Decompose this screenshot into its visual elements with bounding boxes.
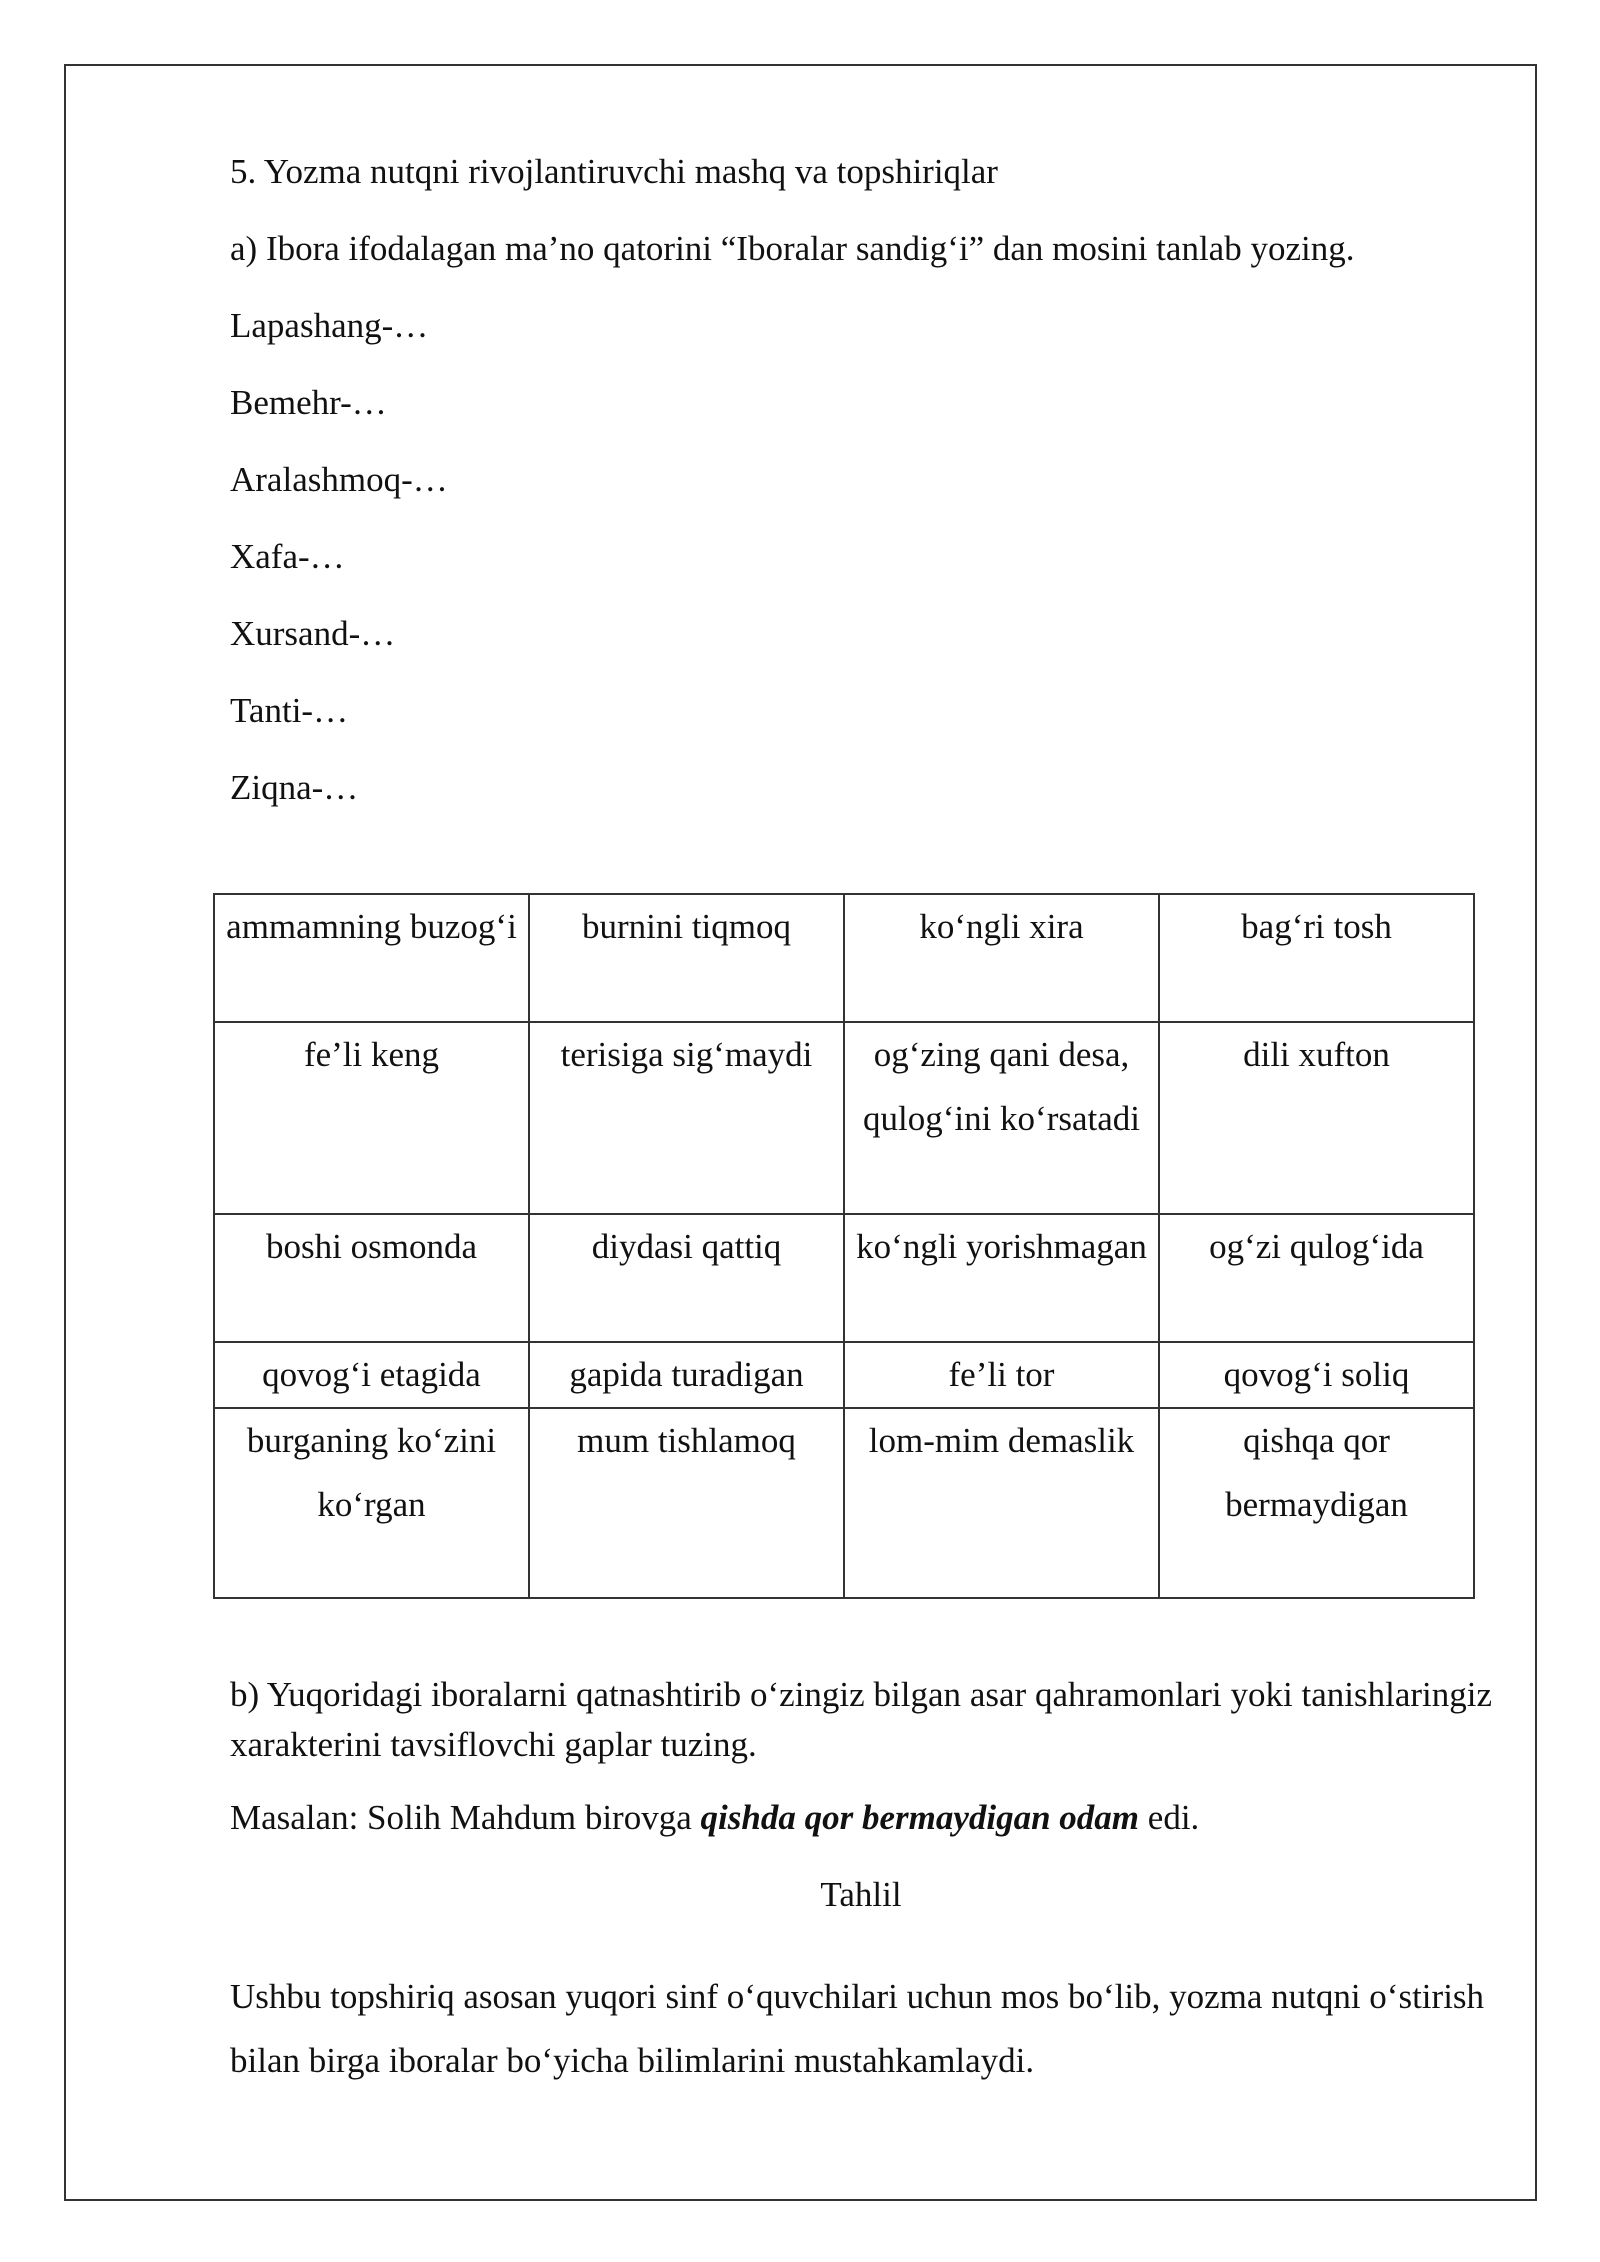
table-row: [214, 1408, 1474, 1598]
table-row: [214, 894, 1474, 1022]
table-row: [214, 1214, 1474, 1342]
table-row: [214, 1342, 1474, 1408]
table-cell: ko‘ngli xira: [844, 894, 1159, 1022]
table-cell: ammamning buzog‘i: [214, 894, 529, 1022]
table-cell: fe’li keng: [214, 1022, 529, 1214]
table-cell: lom-mim demaslik: [844, 1408, 1159, 1598]
table-cell: og‘zing qani desa, qulog‘ini ko‘rsatadi: [844, 1022, 1159, 1214]
word-item: Xursand-…: [230, 614, 396, 653]
table-cell: mum tishlamoq: [529, 1408, 844, 1598]
table-cell: boshi osmonda: [214, 1214, 529, 1342]
table-cell: qovog‘i etagida: [214, 1342, 529, 1408]
example-prefix: Masalan: Solih Mahdum birovga: [230, 1798, 701, 1837]
table-cell: fe’li tor: [844, 1342, 1159, 1408]
table-cell: ko‘ngli yorishmagan: [844, 1214, 1159, 1342]
word-item: Tanti-…: [230, 691, 349, 730]
table-cell: burnini tiqmoq: [529, 894, 844, 1022]
table-cell: bag‘ri tosh: [1159, 894, 1474, 1022]
task-a-instruction: a) Ibora ifodalagan ma’no qatorini “Iboralar sandig‘i” dan mosini tanlab yozing.: [230, 229, 1355, 268]
table-cell: dili xufton: [1159, 1022, 1474, 1214]
table-cell: gapida turadigan: [529, 1342, 844, 1408]
section-heading: 5. Yozma nutqni rivojlantiruvchi mashq va topshiriqlar: [230, 152, 998, 191]
word-item: Ziqna-…: [230, 768, 359, 807]
analysis-title: Tahlil: [820, 1875, 902, 1914]
table-cell: burganing ko‘zini ko‘rgan: [214, 1408, 529, 1598]
word-item: Aralashmoq-…: [230, 460, 448, 499]
table-row: [214, 1022, 1474, 1214]
task-b-instruction: b) Yuqoridagi iboralarni qatnashtirib o‘zingiz bilgan asar qahramonlari yoki tanishlaringiz xarakterini tavsiflovchi gaplar tuzing.: [230, 1675, 1492, 1764]
table-cell: qishqa qor bermaydigan: [1159, 1408, 1474, 1598]
idiom-table: [213, 893, 1475, 1599]
table-cell: terisiga sig‘maydi: [529, 1022, 844, 1214]
table-cell: diydasi qattiq: [529, 1214, 844, 1342]
example-sentence: [230, 1796, 1199, 1840]
analysis-text: Ushbu topshiriq asosan yuqori sinf o‘quvchilari uchun mos bo‘lib, yozma nutqni o‘stirish bilan birga iboralar bo‘yicha bilimlarini mustahkamlaydi.: [230, 1977, 1485, 2080]
word-item: Bemehr-…: [230, 383, 387, 422]
example-emphasis: qishda qor bermaydigan odam: [700, 1798, 1140, 1837]
table-cell: og‘zi qulog‘ida: [1159, 1214, 1474, 1342]
table-cell: qovog‘i soliq: [1159, 1342, 1474, 1408]
word-item: Lapashang-…: [230, 306, 429, 345]
example-suffix: edi.: [1139, 1798, 1200, 1837]
word-item: Xafa-…: [230, 537, 345, 576]
